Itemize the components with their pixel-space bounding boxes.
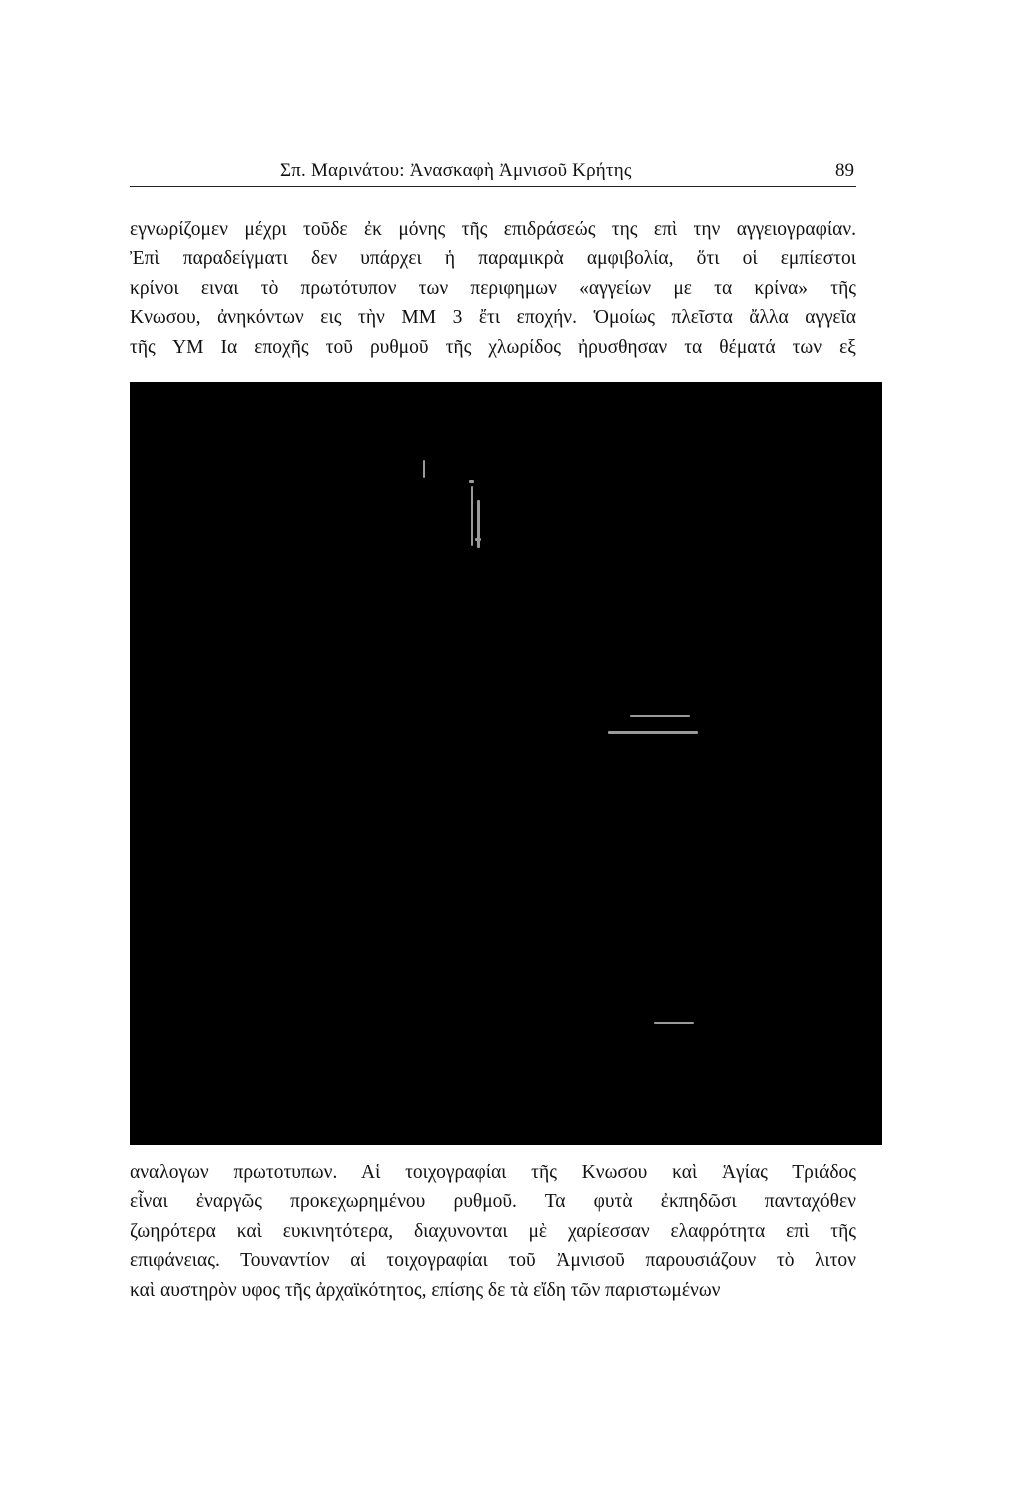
- plate-speck: [630, 715, 690, 717]
- text-line: ζωηρότερα καὶ ευκινητότερα, διαχυνονται μὲ χαρίεσσαν ελαφρότητα επὶ τῆς: [130, 1220, 856, 1242]
- page-number: 89: [835, 160, 854, 181]
- text-line: επιφάνειας. Τουναντίον αἱ τοιχογραφίαι τοῦ Ἀμνισοῦ παρουσιάζουν τὸ λιτον: [130, 1250, 856, 1272]
- plate-speck: [471, 486, 473, 546]
- paragraph-bottom: [130, 1158, 856, 1305]
- plate-speck: [475, 538, 481, 541]
- running-title: Σπ. Μαρινάτου: Ἀνασκαφὴ Ἀμνισοῦ Κρήτης: [280, 160, 632, 181]
- plate-speck: [423, 460, 425, 478]
- fresco-plate-image: [130, 382, 882, 1145]
- plate-speck: [469, 480, 474, 483]
- text-line: εγνωρίζομεν μέχρι τοῦδε ἐκ μόνης τῆς επιδράσεώς της επὶ την αγγειογραφίαν.: [130, 219, 856, 240]
- text-line: εἶναι ἐναργῶς προκεχωρημένου ρυθμοῦ. Τα φυτὰ ἐκπηδῶσι πανταχόθεν: [130, 1191, 856, 1213]
- paragraph-top: [130, 215, 856, 362]
- text-line: τῆς ΥΜ Ια εποχῆς τοῦ ρυθμοῦ τῆς χλωρίδος ἠρυσθησαν τα θέματά των εξ: [130, 336, 856, 358]
- text-line: αναλογων πρωτοτυπων. Αἱ τοιχογραφίαι τῆς Κνωσου καὶ Ἁγίας Τριάδος: [130, 1162, 856, 1183]
- text-line: Ἐπὶ παραδείγματι δεν υπάρχει ἡ παραμικρὰ αμφιβολία, ὅτι οἱ εμπίεστοι: [130, 248, 856, 270]
- text-line: καὶ αυστηρὸν υφος τῆς ἀρχαϊκότητος, επίσης δε τὰ εἴδη τῶν παριστωμένων: [130, 1279, 721, 1301]
- plate-speck: [608, 731, 698, 734]
- running-header: [130, 160, 856, 187]
- plate-speck: [654, 1022, 694, 1024]
- text-line: Κνωσου, ἀνηκόντων εις τὴν ΜΜ 3 ἔτι εποχήν. Ὁμοίως πλεῖστα ἄλλα αγγεῖα: [130, 307, 856, 329]
- text-line: κρίνοι ειναι τὸ πρωτότυπον των περιφημων «αγγείων με τα κρίνα» τῆς: [130, 277, 856, 299]
